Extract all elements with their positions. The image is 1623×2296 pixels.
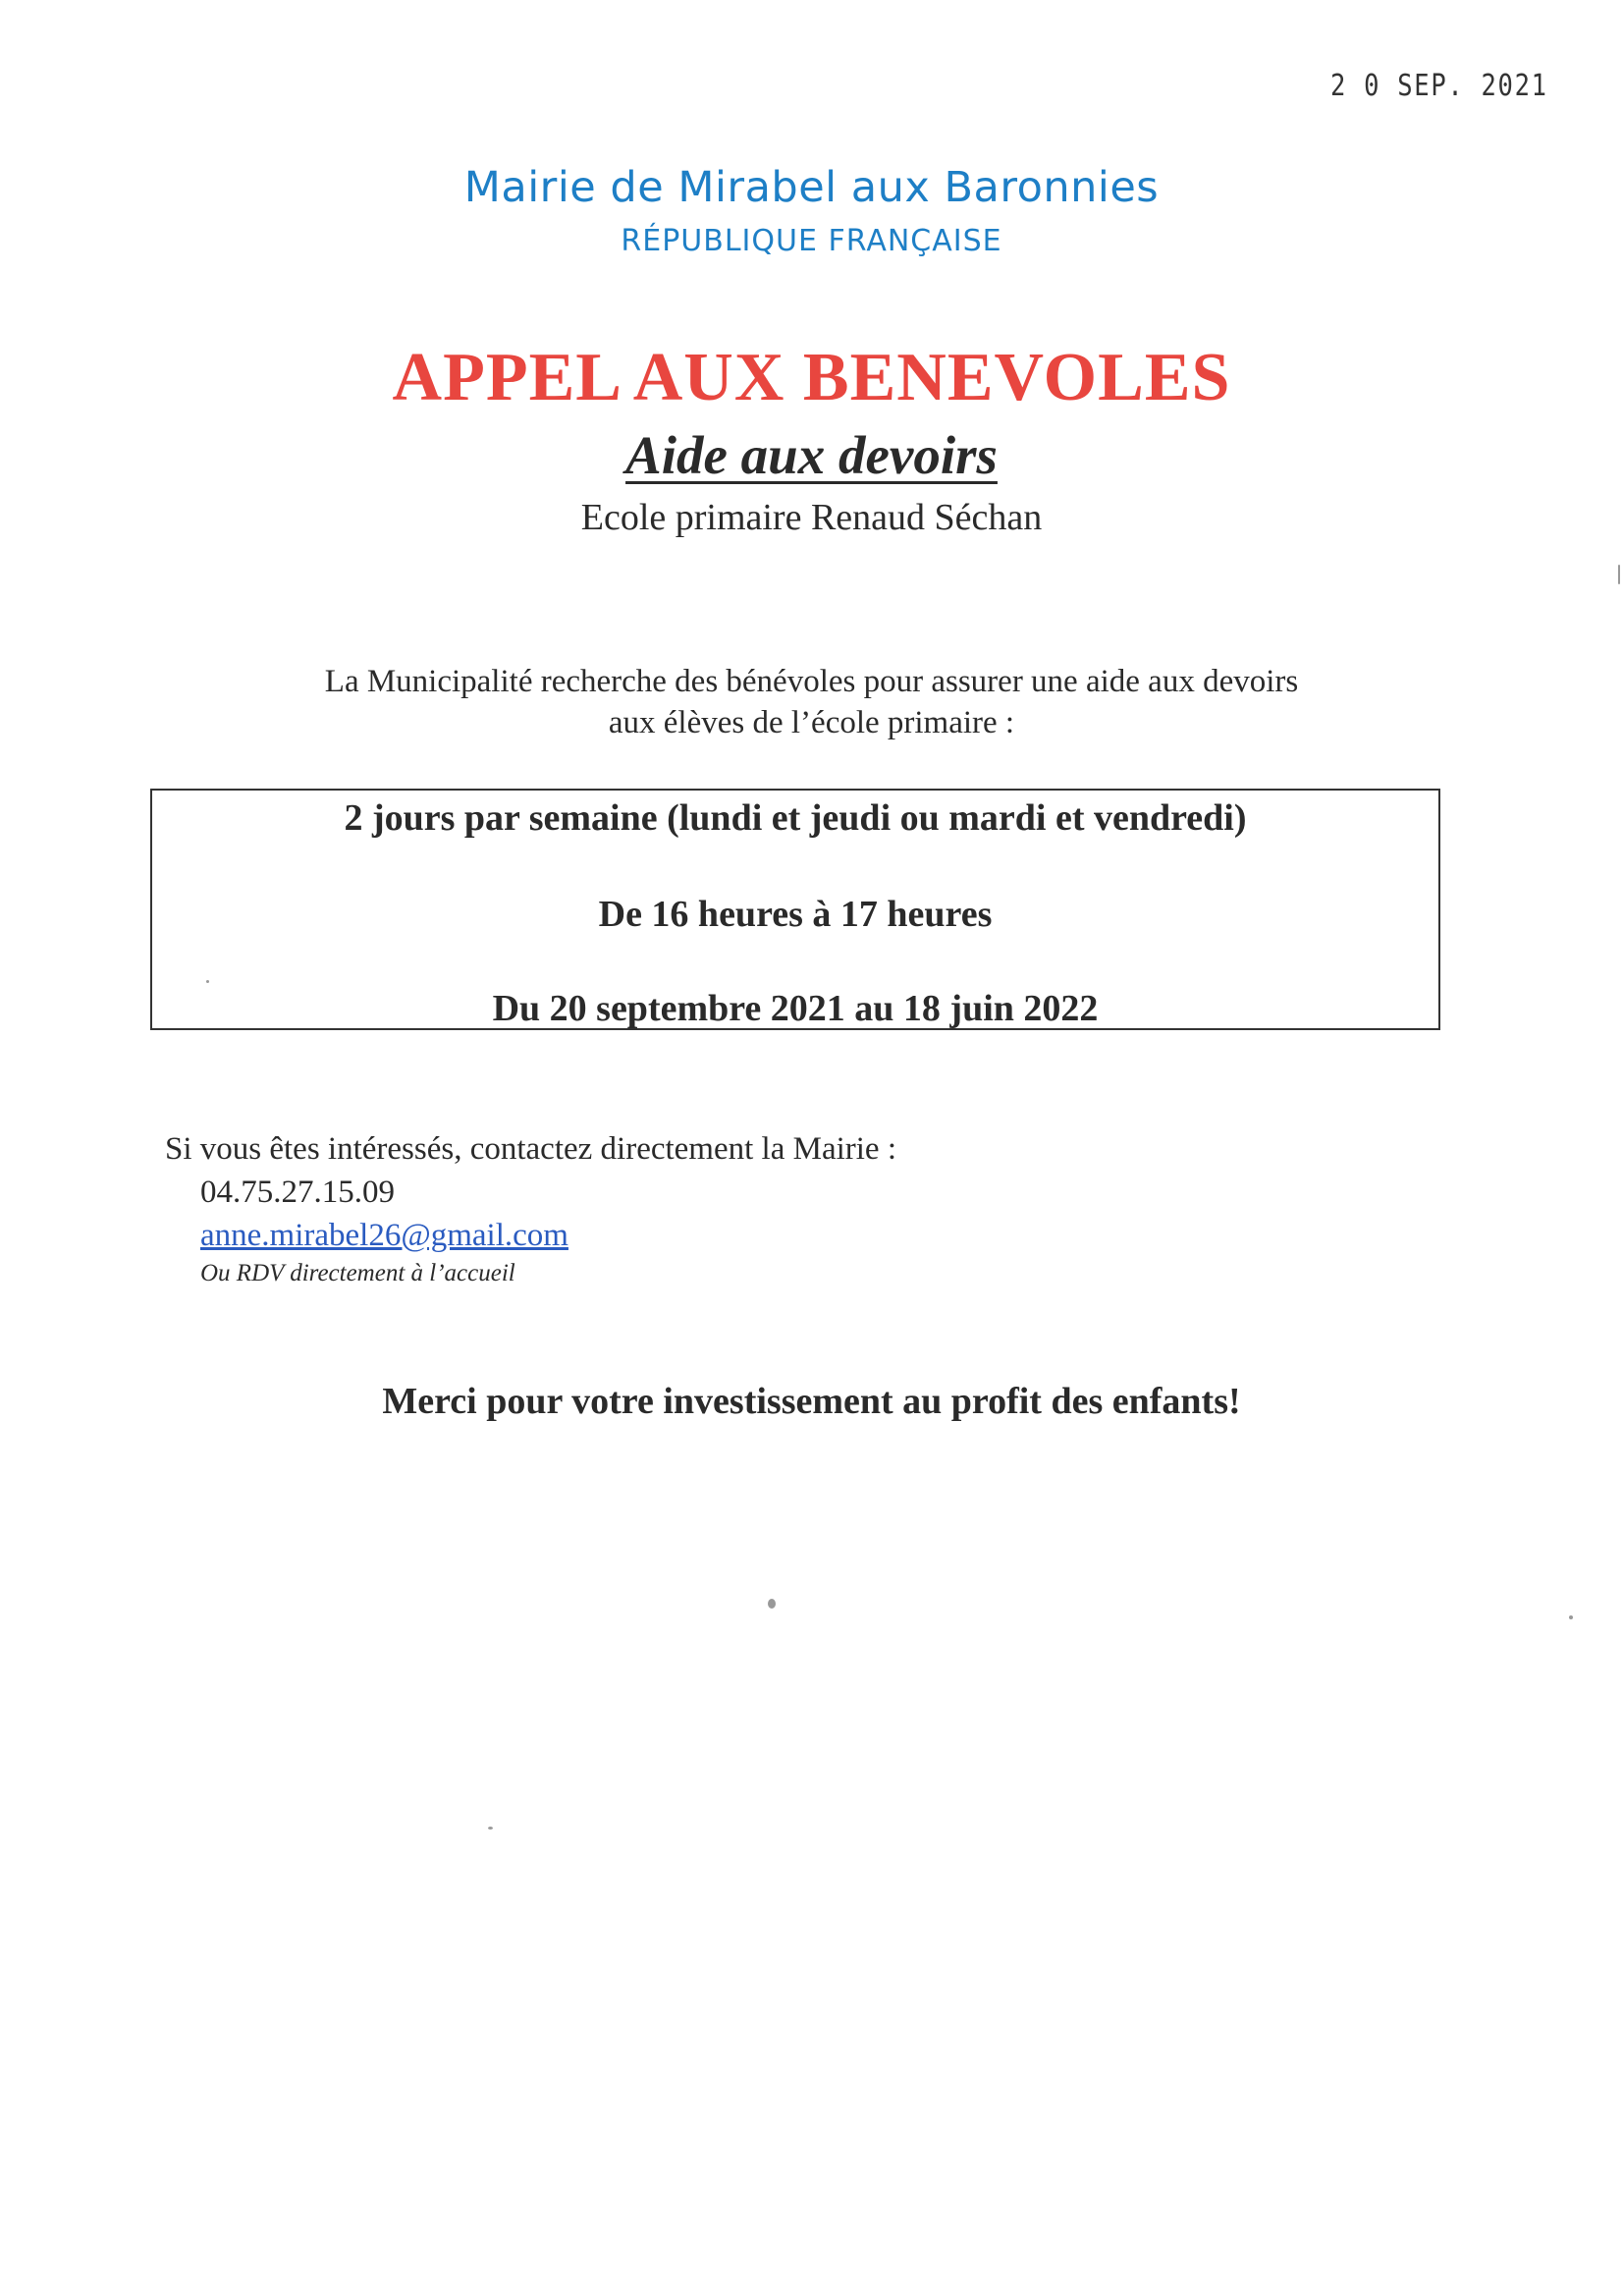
contact-rdv-note: Ou RDV directement à l’accueil bbox=[200, 1260, 515, 1286]
mairie-heading: Mairie de Mirabel aux Baronnies bbox=[463, 163, 1160, 212]
scan-speck bbox=[1569, 1615, 1573, 1619]
intro-line-2: aux élèves de l’école primaire : bbox=[608, 705, 1015, 740]
date-stamp: 2 0 SEP. 2021 bbox=[1330, 69, 1548, 103]
subtitle: Aide aux devoirs bbox=[625, 425, 998, 485]
intro-line-1: La Municipalité recherche des bénévoles pour assurer une aide aux devoirs bbox=[324, 664, 1299, 699]
main-title: APPEL AUX BENEVOLES bbox=[392, 340, 1231, 415]
schedule-days: 2 jours par semaine (lundi et jeudi ou mardi et vendredi) bbox=[344, 797, 1247, 839]
schedule-hours: De 16 heures à 17 heures bbox=[598, 894, 993, 935]
republique-heading: RÉPUBLIQUE FRANÇAISE bbox=[621, 224, 1002, 258]
intro-paragraph bbox=[0, 661, 1623, 743]
scan-speck bbox=[206, 980, 209, 983]
scan-speck bbox=[768, 1599, 776, 1609]
schedule-box bbox=[150, 789, 1440, 1030]
contact-phone: 04.75.27.15.09 bbox=[200, 1175, 395, 1210]
contact-intro: Si vous êtes intéressés, contactez directement la Mairie : bbox=[165, 1131, 896, 1167]
contact-email-link[interactable]: anne.mirabel26@gmail.com bbox=[200, 1218, 568, 1253]
thanks-message: Merci pour votre investissement au profit des enfants! bbox=[382, 1381, 1241, 1422]
scan-speck bbox=[488, 1827, 493, 1830]
school-name: Ecole primaire Renaud Séchan bbox=[580, 497, 1043, 538]
schedule-period: Du 20 septembre 2021 au 18 juin 2022 bbox=[492, 988, 1099, 1029]
scan-speck bbox=[1618, 565, 1620, 584]
